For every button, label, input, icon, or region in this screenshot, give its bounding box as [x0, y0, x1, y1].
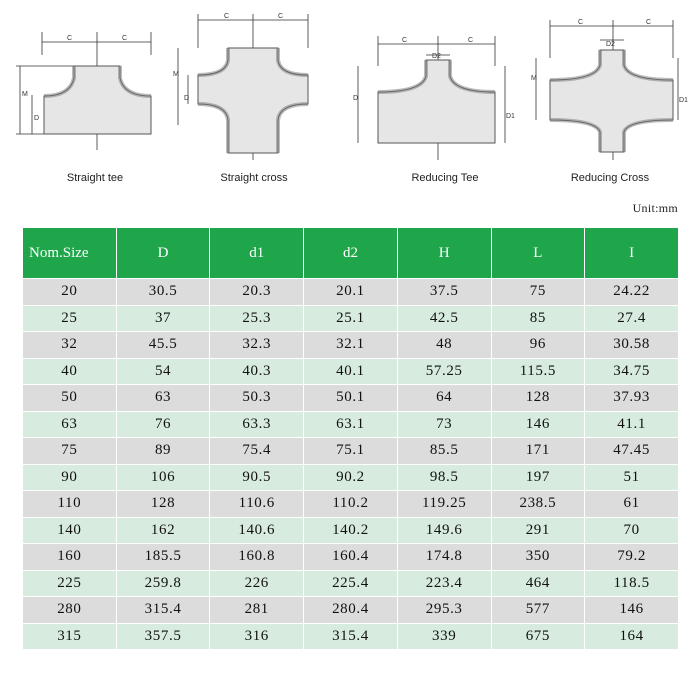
table-row [23, 305, 679, 332]
table-cell: 37.5 [397, 279, 491, 306]
table-cell: 25.1 [304, 305, 398, 332]
table-cell: 162 [116, 517, 210, 544]
dim-d1-label: D1 [506, 113, 515, 120]
dim-c-label: C [578, 19, 584, 26]
header-d: D [116, 228, 210, 279]
straight-cross-diagram [168, 0, 328, 165]
dim-c-label: C [224, 13, 230, 20]
table-cell: 70 [585, 517, 679, 544]
table-cell: 75 [23, 438, 117, 465]
header-d1: d1 [210, 228, 304, 279]
header-h: H [397, 228, 491, 279]
table-cell: 339 [397, 623, 491, 650]
table-cell: 110 [23, 491, 117, 518]
table-cell: 37.93 [585, 385, 679, 412]
table-cell: 20.3 [210, 279, 304, 306]
table-cell: 315.4 [304, 623, 398, 650]
table-header-row [23, 228, 679, 279]
table-cell: 32.1 [304, 332, 398, 359]
table-cell: 32 [23, 332, 117, 359]
table-cell: 128 [116, 491, 210, 518]
table-cell: 140 [23, 517, 117, 544]
table-cell: 24.22 [585, 279, 679, 306]
figure-caption: Straight cross [220, 172, 288, 184]
table-cell: 315 [23, 623, 117, 650]
table-cell: 357.5 [116, 623, 210, 650]
table-cell: 225.4 [304, 570, 398, 597]
table-cell: 149.6 [397, 517, 491, 544]
table-cell: 90.5 [210, 464, 304, 491]
table-cell: 164 [585, 623, 679, 650]
table-cell: 140.6 [210, 517, 304, 544]
dim-m-label: M [173, 71, 179, 78]
table-cell: 110.6 [210, 491, 304, 518]
unit-label: Unit:mm [632, 201, 678, 215]
table-row [23, 570, 679, 597]
table-cell: 57.25 [397, 358, 491, 385]
table-cell: 85.5 [397, 438, 491, 465]
table-row [23, 517, 679, 544]
table-cell: 160.8 [210, 544, 304, 571]
table-cell: 25 [23, 305, 117, 332]
header-l: L [491, 228, 585, 279]
table-cell: 40.3 [210, 358, 304, 385]
header-nom-size: Nom.Size [23, 228, 117, 279]
table-cell: 226 [210, 570, 304, 597]
dim-d-label: D [34, 115, 40, 122]
table-cell: 225 [23, 570, 117, 597]
figure-caption: Straight tee [66, 172, 124, 184]
dimensions-table [22, 227, 679, 650]
table-row [23, 544, 679, 571]
table-cell: 174.8 [397, 544, 491, 571]
header-d2: d2 [304, 228, 398, 279]
table-cell: 51 [585, 464, 679, 491]
table-cell: 464 [491, 570, 585, 597]
table-row [23, 438, 679, 465]
table-cell: 316 [210, 623, 304, 650]
table-cell: 128 [491, 385, 585, 412]
table-cell: 85 [491, 305, 585, 332]
table-cell: 50 [23, 385, 117, 412]
table-cell: 291 [491, 517, 585, 544]
table-cell: 238.5 [491, 491, 585, 518]
table-cell: 50.3 [210, 385, 304, 412]
table-cell: 64 [397, 385, 491, 412]
table-row [23, 491, 679, 518]
reducing-tee-diagram [350, 0, 520, 165]
table-cell: 75.1 [304, 438, 398, 465]
table-cell: 73 [397, 411, 491, 438]
table-cell: 45.5 [116, 332, 210, 359]
table-cell: 25.3 [210, 305, 304, 332]
table-cell: 37 [116, 305, 210, 332]
table-cell: 90 [23, 464, 117, 491]
table-cell: 171 [491, 438, 585, 465]
dim-d-label: D [184, 95, 190, 102]
table-cell: 106 [116, 464, 210, 491]
table-cell: 75.4 [210, 438, 304, 465]
table-cell: 140.2 [304, 517, 398, 544]
table-cell: 577 [491, 597, 585, 624]
dim-d2-label: D2 [432, 53, 441, 60]
table-cell: 295.3 [397, 597, 491, 624]
table-cell: 110.2 [304, 491, 398, 518]
dim-m-label: M [531, 75, 537, 82]
table-body [23, 279, 679, 650]
table-cell: 47.45 [585, 438, 679, 465]
table-cell: 63 [23, 411, 117, 438]
dim-c-label: C [468, 37, 474, 44]
table-cell: 197 [491, 464, 585, 491]
reducing-cross-diagram [528, 0, 693, 165]
table-cell: 281 [210, 597, 304, 624]
figure-caption: Reducing Tee [411, 172, 479, 184]
table-row [23, 411, 679, 438]
fitting-diagrams [0, 0, 700, 200]
table-cell: 79.2 [585, 544, 679, 571]
table-cell: 61 [585, 491, 679, 518]
table-cell: 350 [491, 544, 585, 571]
table-cell: 27.4 [585, 305, 679, 332]
table-cell: 185.5 [116, 544, 210, 571]
table-cell: 75 [491, 279, 585, 306]
table-cell: 41.1 [585, 411, 679, 438]
dim-c-label: C [122, 35, 128, 42]
table-cell: 40 [23, 358, 117, 385]
table-cell: 63.1 [304, 411, 398, 438]
table-row [23, 597, 679, 624]
table-cell: 98.5 [397, 464, 491, 491]
table-cell: 40.1 [304, 358, 398, 385]
table-cell: 146 [585, 597, 679, 624]
table-cell: 42.5 [397, 305, 491, 332]
table-cell: 63 [116, 385, 210, 412]
table-cell: 89 [116, 438, 210, 465]
table-cell: 118.5 [585, 570, 679, 597]
dim-c-label: C [67, 35, 73, 42]
table-cell: 115.5 [491, 358, 585, 385]
table-cell: 34.75 [585, 358, 679, 385]
table-cell: 30.58 [585, 332, 679, 359]
table-cell: 48 [397, 332, 491, 359]
table-cell: 280.4 [304, 597, 398, 624]
table-cell: 160.4 [304, 544, 398, 571]
table-cell: 63.3 [210, 411, 304, 438]
table-cell: 315.4 [116, 597, 210, 624]
table-row [23, 623, 679, 650]
table-cell: 90.2 [304, 464, 398, 491]
dim-c-label: C [646, 19, 652, 26]
figure-caption: Reducing Cross [570, 172, 650, 184]
header-i: I [585, 228, 679, 279]
table-cell: 20.1 [304, 279, 398, 306]
table-cell: 54 [116, 358, 210, 385]
table-row [23, 464, 679, 491]
table-cell: 96 [491, 332, 585, 359]
dim-c-label: C [402, 37, 408, 44]
table-cell: 280 [23, 597, 117, 624]
dim-m-label: M [22, 91, 28, 98]
table-cell: 50.1 [304, 385, 398, 412]
table-cell: 675 [491, 623, 585, 650]
table-row [23, 385, 679, 412]
table-row [23, 358, 679, 385]
dim-d1-label: D1 [679, 97, 688, 104]
table-cell: 20 [23, 279, 117, 306]
table-cell: 160 [23, 544, 117, 571]
table-cell: 223.4 [397, 570, 491, 597]
straight-tee-diagram [14, 0, 164, 165]
table-cell: 259.8 [116, 570, 210, 597]
table-cell: 32.3 [210, 332, 304, 359]
dim-d-label: D [353, 95, 359, 102]
dim-d2-label: D2 [606, 41, 615, 48]
table-row [23, 332, 679, 359]
dim-c-label: C [278, 13, 284, 20]
table-cell: 119.25 [397, 491, 491, 518]
table-cell: 146 [491, 411, 585, 438]
table-cell: 76 [116, 411, 210, 438]
table-cell: 30.5 [116, 279, 210, 306]
table-row [23, 279, 679, 306]
